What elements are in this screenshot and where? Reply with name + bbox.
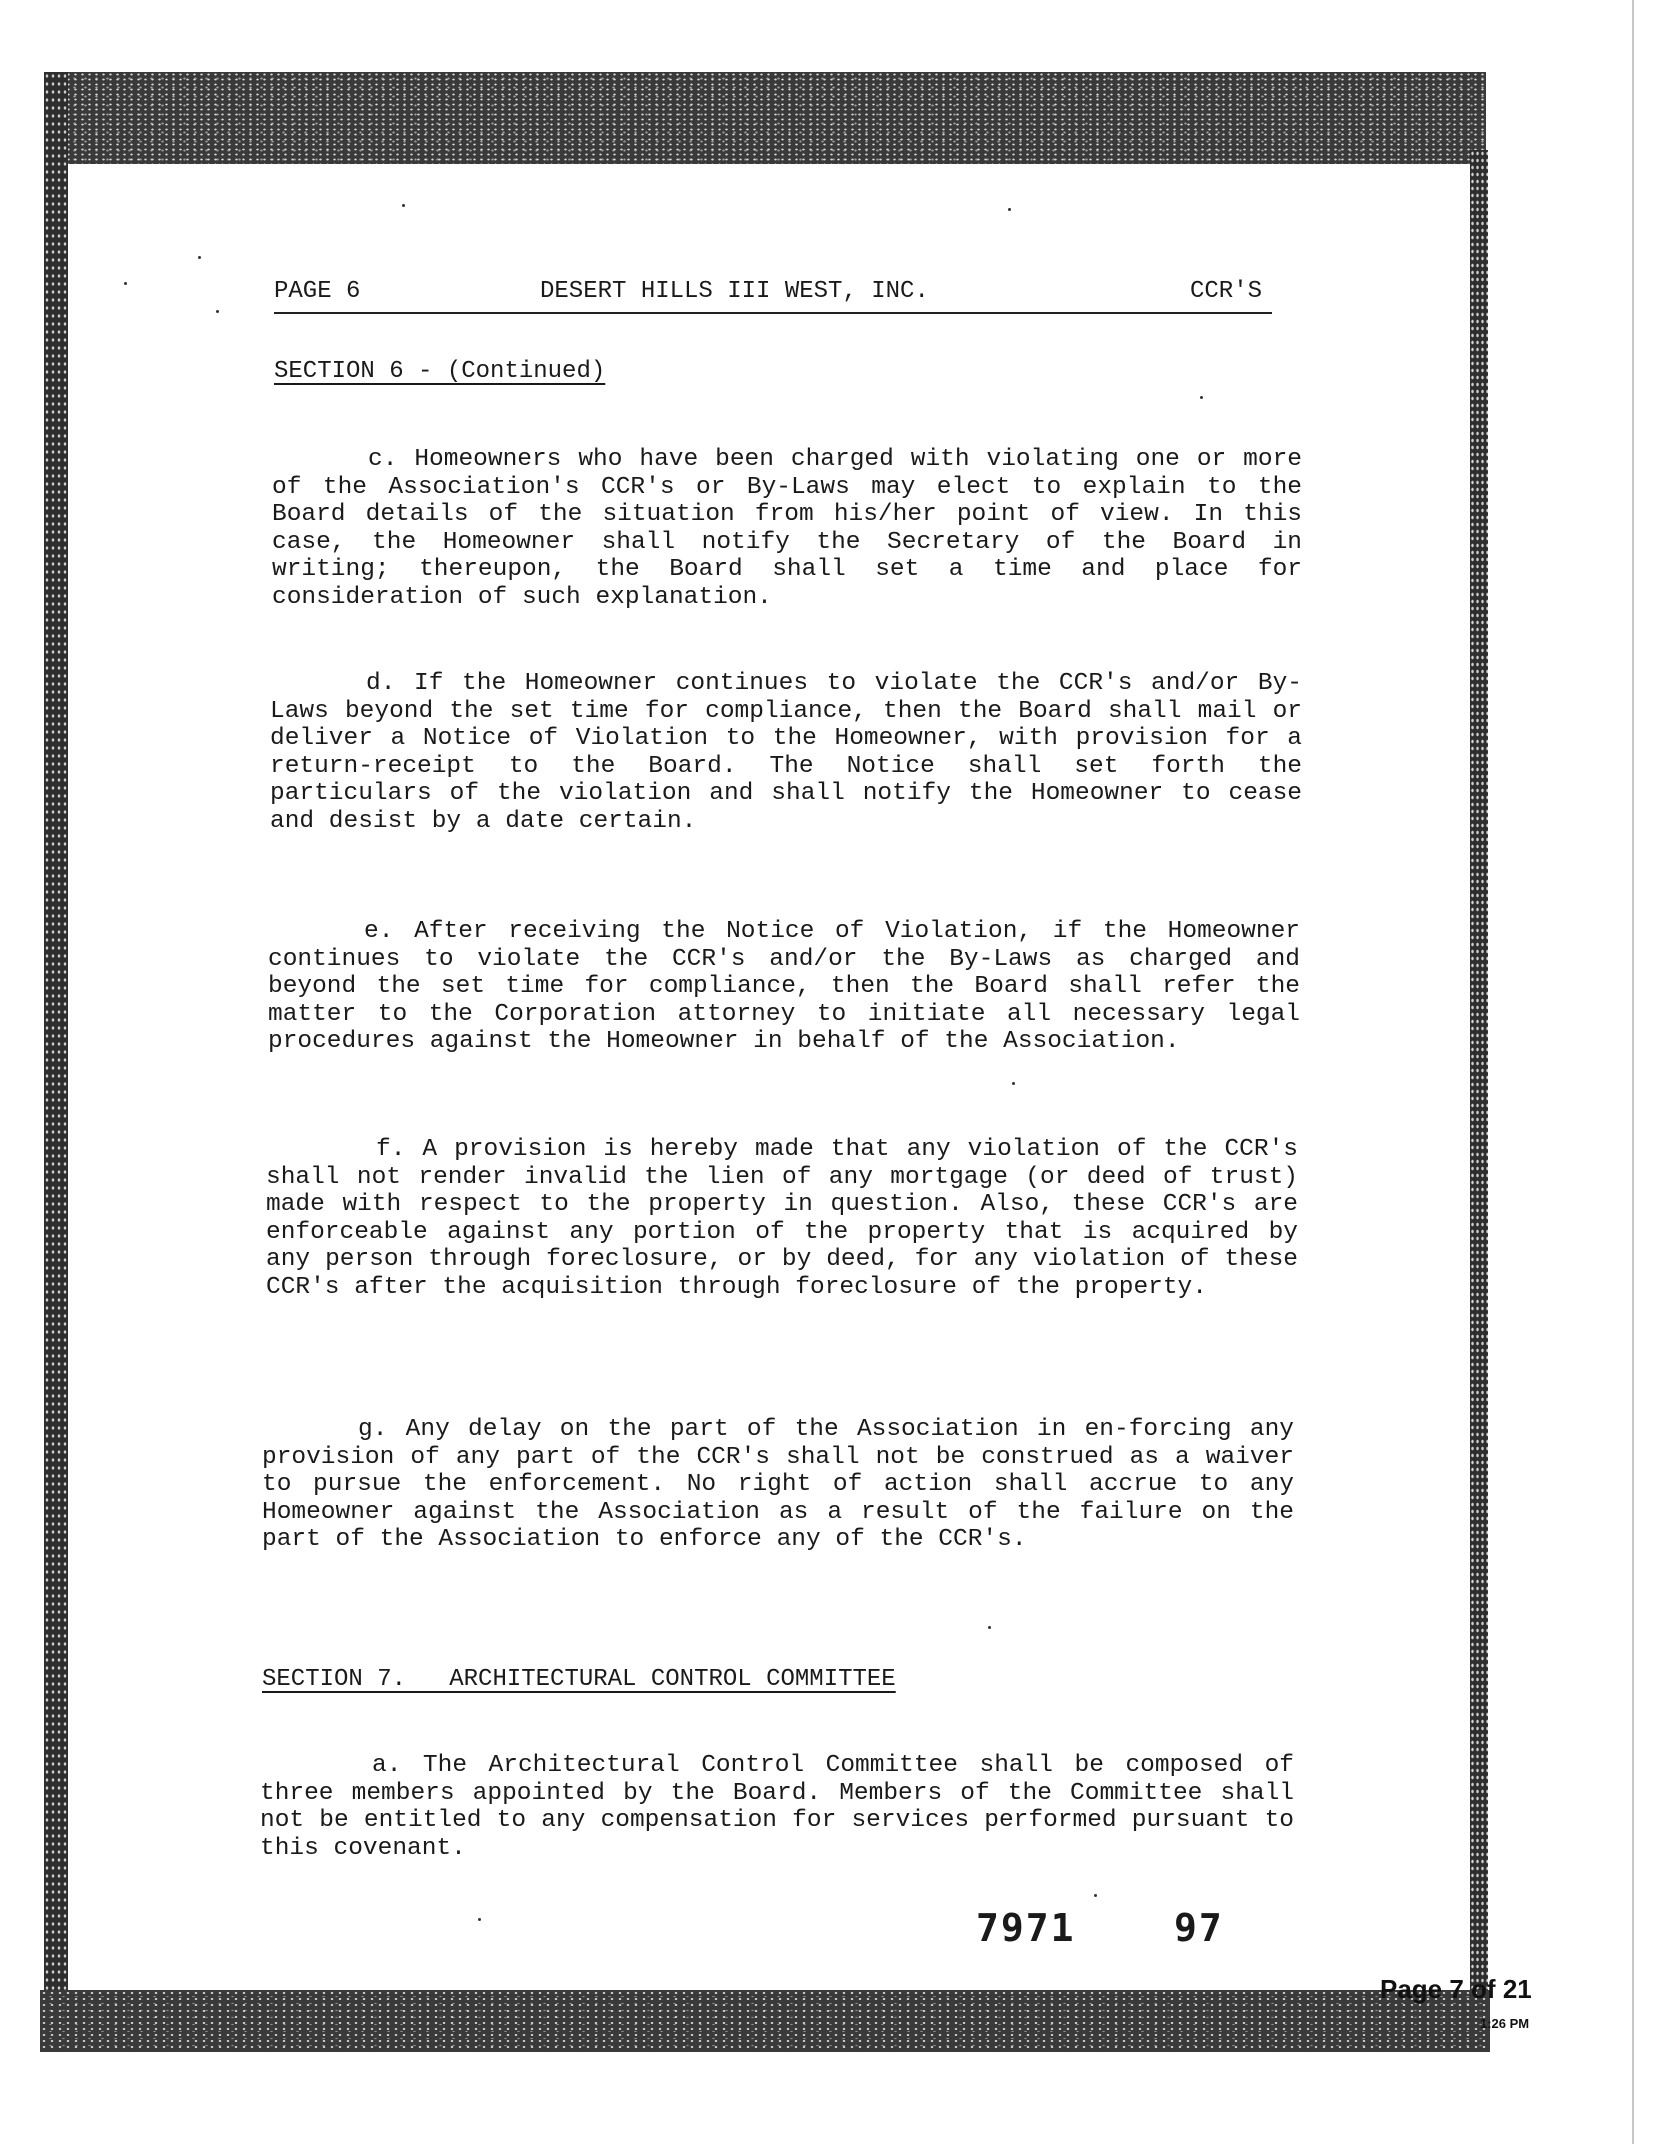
page-edge-line <box>1632 0 1634 2144</box>
document-page <box>68 164 1470 1990</box>
scan-border-bottom <box>40 1990 1490 2052</box>
scan-speck <box>402 204 405 207</box>
header-title: DESERT HILLS III WEST, INC. <box>540 278 929 305</box>
paragraph-6d: d. If the Homeowner continues to violate the CCR's and/or By-Laws beyond the set time for compliance, then the Board shall mail or deliver a Notice of Violation to the Homeowner, with provision for a return-receipt to the Board. The Notice shall set forth the particulars of the violation and shall notify the Homeowner to cease and desist by a date certain. <box>270 670 1302 835</box>
header-page-number: PAGE 6 <box>274 278 361 305</box>
viewer-page-count: Page 7 of 21 <box>1380 1974 1532 2004</box>
scan-speck <box>1094 1894 1097 1897</box>
scan-speck <box>1008 208 1011 211</box>
scan-border-left <box>44 72 68 1992</box>
section-6-heading: SECTION 6 - (Continued) <box>274 358 606 385</box>
header-rule <box>274 312 1272 314</box>
scan-speck <box>988 1626 991 1629</box>
scan-speck <box>478 1918 481 1921</box>
paragraph-6e: e. After receiving the Notice of Violation, if the Homeowner continues to violate the CCR's and/or the By-Laws as charged and beyond the set time for compliance, then the Board shall refer the matter to the Corporation attorney to initiate all necessary legal procedures against the Homeowner in behalf of the Association. <box>268 918 1300 1055</box>
scan-speck <box>1012 1082 1015 1085</box>
scan-border-top <box>44 72 1486 164</box>
recording-book-number: 7971 <box>976 1906 1076 1950</box>
paragraph-7a: a. The Architectural Control Committee shall be composed of three members appointed by the Board. Members of the Committee shall not be entitled to any compensation for services performed pursuant to this covenant. <box>260 1752 1294 1862</box>
paragraph-6g: g. Any delay on the part of the Association in en-forcing any provision of any part of the CCR's shall not be construed as a waiver to pursue the enforcement. No right of action shall accrue to any Homeowner against the Association as a result of the failure on the part of the Association to enforce any of the CCR's. <box>262 1416 1294 1553</box>
section-7-heading: SECTION 7. ARCHITECTURAL CONTROL COMMITTEE <box>262 1666 896 1693</box>
scan-speck <box>124 282 127 285</box>
header-doc-label: CCR'S <box>1190 278 1263 305</box>
scan-border-right <box>1470 150 1488 1990</box>
recording-page-number: 97 <box>1174 1906 1224 1950</box>
scan-speck <box>198 256 201 259</box>
scan-speck <box>216 310 219 313</box>
paragraph-6f: f. A provision is hereby made that any violation of the CCR's shall not render invalid the lien of any mortgage (or deed of trust) made with respect to the property in question. Also, these CCR's are enforceable against any portion of the property that is acquired by any person through foreclosure, or by deed, for any violation of these CCR's after the acquisition through foreclosure of the property. <box>266 1136 1298 1301</box>
scan-speck <box>1200 396 1203 399</box>
paragraph-6c: c. Homeowners who have been charged with violating one or more of the Association's CCR's or By-Laws may elect to explain to the Board details of the situation from his/her point of view. In this case, the Homeowner shall notify the Secretary of the Board in writing; thereupon, the Board shall set a time and place for consideration of such explanation. <box>272 446 1302 611</box>
viewer-timestamp: 1:26 PM <box>1480 2016 1530 2031</box>
